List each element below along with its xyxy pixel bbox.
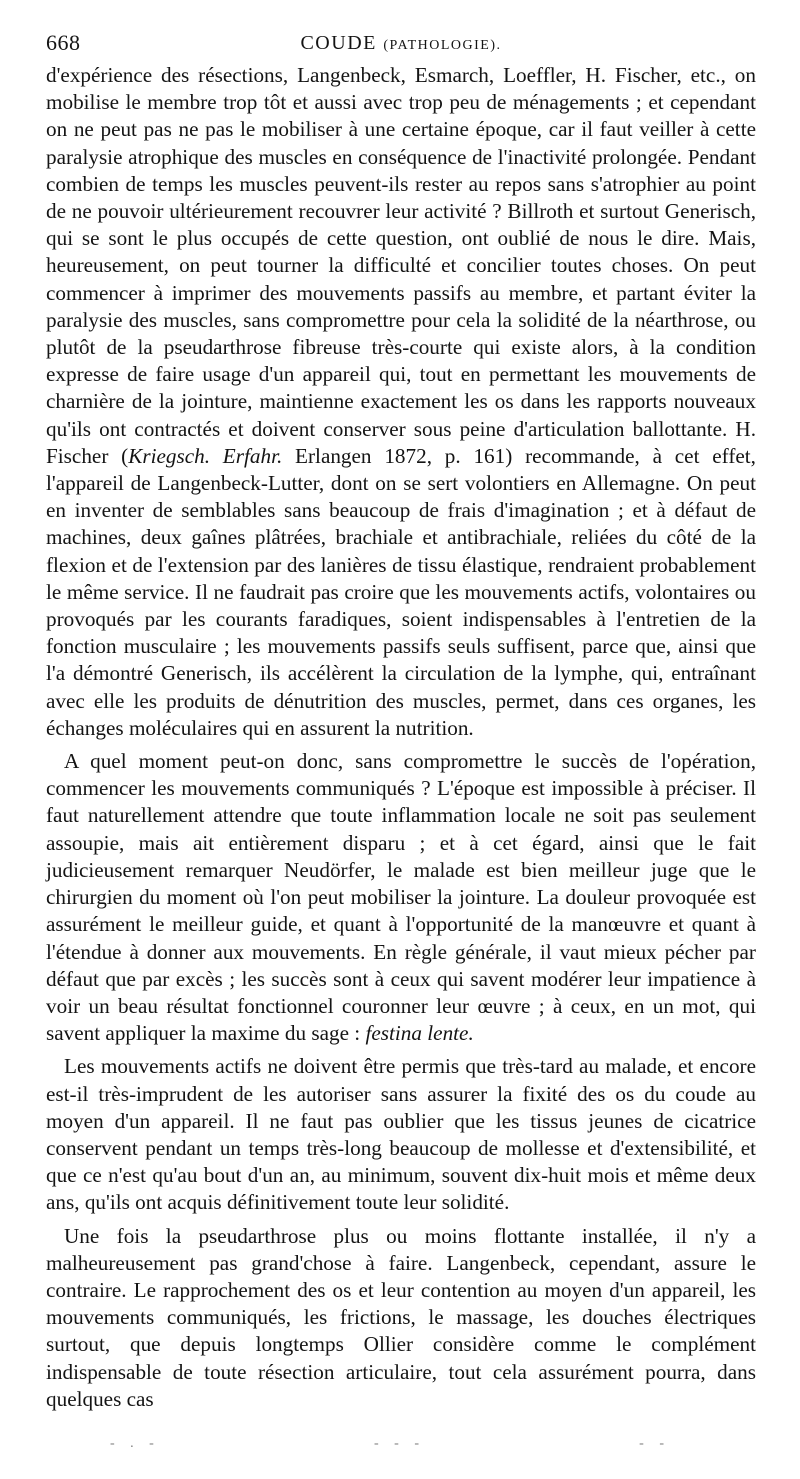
page-header	[46, 30, 756, 62]
footer-mark: - -	[639, 1436, 670, 1451]
paragraph-1-text: d'expérience des résections, Langenbeck, Esmarch, Loeffler, H. Fischer, etc., on mobilise le membre trop tôt et aussi avec trop peu de ménagements ; et cependant on ne peut pas ne pas le mobiliser à une certaine époque, car il faut veiller à cette paralysie atrophique des muscles en conséquence de l'inactivité prolongée. Pendant combien de temps les muscles peuvent-ils rester au repos sans s'atrophier au point de ne pouvoir ultérieurement recouvrer leur activité ? Billroth et surtout Generisch, qui se sont le plus occupés de cette question, ont oublié de nous le dire. Mais, heureusement, on peut tourner la difficulté et concilier toutes choses. On peut commencer à imprimer des mouvements passifs au membre, et partant éviter la paralysie des muscles, sans compromettre pour cela la solidité de la néarthrose, ou plutôt de la pseudarthrose fibreuse très-courte qui existe alors, à la condition expresse de faire usage d'un appareil qui, tout en permettant les mouvements de charnière de la jointure, maintienne exactement les os dans les rapports nouveaux qu'ils ont contractés et doivent conserver sous peine d'articulation ballottante. H. Fischer (	[46, 63, 756, 468]
paragraph-4-text: Une fois la pseudarthrose plus ou moins flottante installée, il n'y a malheureusement pas grand'chose à faire. Langenbeck, cependant, assure le contraire. Le rapprochement des os et leur contention au moyen d'un appareil, les mouvements communiqués, les frictions, le massage, les douches électriques surtout, que depuis longtemps Ollier considère comme le complément indispensable de toute résection articulaire, tout cela assurément pourra, dans quelques cas	[46, 1223, 756, 1411]
paragraph-1	[46, 62, 756, 742]
paragraph-2-text: A quel moment peut-on donc, sans compromettre le succès de l'opération, commencer les mouvements communiqués ? L'époque est impossible à préciser. Il faut naturellement attendre que toute inflammation locale ne soit pas seulement assoupie, mais ait entièrement disparu ; et à cet égard, ainsi que le fait judicieusement remarquer Neudörfer, le malade est bien meilleur juge que le chirurgien du moment où l'on peut mobiliser la jointure. La douleur provoquée est assurément le meilleur guide, et quant à l'opportunité de la manœuvre et quant à l'étendue à donner aux mouvements. En règle générale, il vaut mieux pécher par défaut que par excès ; les succès sont à ceux qui savent modérer leur impatience à voir un beau résultat fonctionnel couronner leur œuvre ; à ceux, en un mot, qui savent appliquer la maxime du sage :	[46, 749, 756, 1046]
page-number: 668	[46, 30, 81, 55]
paragraph-1-text-end: Erlangen 1872, p. 161) recommande, à cet effet, l'appareil de Langenbeck-Lutter, dont on se sert volontiers en Allemagne. On peut en inventer de semblables sans beaucoup de frais d'imagination ; et à défaut de machines, deux gaînes plâtrées, brachiale et antibrachiale, reliées du côté de la flexion et de l'extension par des lanières de tissu élastique, rendraient probablement le même service. Il ne faudrait pas croire que les mouvements actifs, volontaires ou provoqués par les courants faradiques, soient indispensables à l'entretien de la fonction musculaire ; les mouvements passifs seuls suffisent, parce que, ainsi que l'a démontré Generisch, ils accélèrent la circulation de la lymphe, qui, entraînant avec elle les produits de dénutrition des muscles, permet, dans ces organes, les échanges moléculaires qui en assurent la nutrition.	[46, 443, 756, 740]
paragraph-4	[46, 1223, 756, 1413]
footer-mark: - . -	[110, 1436, 160, 1451]
paragraph-1-citation: Kriegsch. Erfahr.	[128, 443, 283, 468]
running-head-subtitle: (PATHOLOGIE).	[383, 38, 502, 53]
footer-mark: - - -	[374, 1436, 425, 1451]
paragraph-3-text: Les mouvements actifs ne doivent être permis que très-tard au malade, et encore est-il très-imprudent de les autoriser sans assurer la fixité des os du coude au moyen d'un appareil. Il ne faut pas oublier que les tissus jeunes de cicatrice conservent pendant un temps très-long beaucoup de mollesse et d'extensibilité, et que ce n'est qu'au bout d'un an, au minimum, souvent dix-huit mois et même deux ans, qu'ils ont acquis définitivement toute leur solidité.	[46, 1054, 756, 1215]
paragraph-3	[46, 1053, 756, 1216]
running-head	[46, 32, 756, 55]
paragraph-2-maxim: festina lente.	[365, 1021, 474, 1046]
body-text	[46, 62, 756, 1413]
footer-marks	[110, 1436, 670, 1452]
running-head-title: COUDE	[300, 32, 377, 54]
paragraph-2	[46, 748, 756, 1047]
